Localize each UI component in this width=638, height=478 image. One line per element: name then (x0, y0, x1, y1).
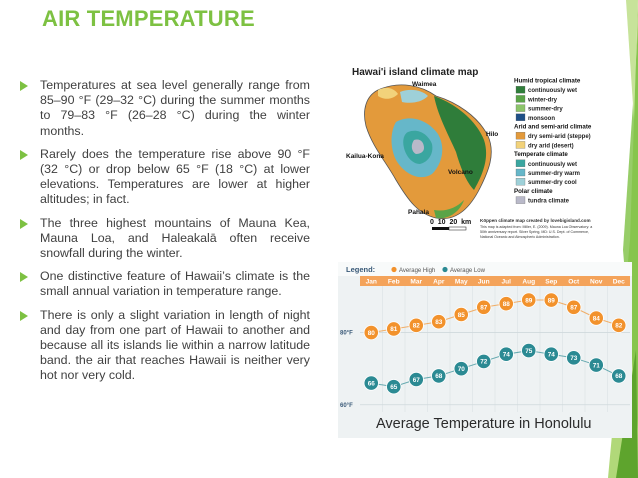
slide-title: AIR TEMPERATURE (42, 6, 255, 31)
bullet-arrow-icon (20, 272, 28, 282)
map-legend-label: winter-dry (528, 97, 558, 104)
data-label: 85 (457, 311, 465, 319)
map-legend-header: Humid tropical climate (514, 77, 581, 85)
data-label: 74 (502, 351, 510, 359)
bullet-arrow-icon (20, 150, 28, 160)
map-legend-swatch (516, 141, 525, 148)
y-tick-label: 60°F (340, 402, 353, 409)
data-label: 83 (435, 319, 443, 327)
data-label: 74 (547, 351, 555, 359)
legend-low-swatch (442, 267, 447, 272)
honolulu-temperature-chart (338, 262, 632, 438)
map-legend-label: monsoon (528, 115, 555, 122)
legend-low-label: Average Low (450, 268, 485, 274)
map-legend-label: summer-dry warm (528, 171, 581, 177)
data-label: 81 (390, 326, 398, 334)
map-place-label: Kailua-Kona (346, 153, 384, 160)
x-tick-label: Nov (590, 278, 603, 286)
bullet-arrow-icon (20, 81, 28, 91)
bullet-item (18, 269, 310, 299)
map-credit-line: This map is adapted from: Miller, E. (2009). Mauna Loa Observatory: a (480, 225, 593, 229)
x-tick-label: May (454, 278, 468, 286)
x-tick-label: Jan (365, 278, 377, 286)
map-legend-header: Polar climate (514, 187, 553, 195)
bullet-item (18, 216, 310, 262)
map-legend-swatch (516, 86, 525, 93)
bullet-text: The three highest mountains of Mauna Kea, Mauna Loa, and Haleakalā often receive snowfall during the winter. (40, 215, 310, 261)
map-legend-swatch (516, 178, 525, 185)
chart-title: Average Temperature in Honolulu (376, 416, 592, 432)
data-label: 68 (435, 373, 443, 381)
map-legend-header: Temperate climate (514, 151, 568, 159)
x-tick-label: Apr (433, 278, 445, 286)
map-legend-swatch (516, 160, 525, 167)
map-legend-swatch (516, 95, 525, 102)
legend-high-swatch (391, 267, 396, 272)
x-tick-label: Jul (501, 278, 512, 286)
bullet-text: Rarely does the temperature rise above 90 °F (32 °C) or drop below 65 °F (18 °C) at lower elevations. Temperatures are lower at higher altitudes; in fact. (40, 146, 310, 207)
x-tick-label: Jun (477, 278, 490, 286)
map-place-label: Waimea (412, 81, 437, 88)
map-legend-label: continuously wet (528, 161, 578, 168)
map-place-label: Pahala (408, 209, 429, 216)
map-legend-label: dry arid (desert) (528, 143, 574, 150)
data-label: 82 (615, 322, 623, 330)
data-label: 80 (367, 329, 375, 337)
x-tick-label: Aug (522, 278, 536, 286)
data-label: 65 (390, 384, 398, 392)
map-legend-swatch (516, 197, 525, 204)
map-place-label: Volcano (448, 169, 473, 176)
legend-high-label: Average High (399, 268, 436, 274)
map-legend-swatch (516, 169, 525, 176)
map-credit-line: 50th anniversary report. Silver Spring, MD: U.S. Dept. of Commerce, (480, 230, 590, 234)
map-legend-label: tundra climate (528, 198, 570, 205)
data-label: 70 (457, 365, 465, 373)
bullet-text: One distinctive feature of Hawaii’s climate is the small annual variation in temperature range. (40, 269, 310, 299)
bullet-text: Temperatures at sea level generally range from 85–90 °F (29–32 °C) during the summer months to 79–83 °F (26–28 °C) during the winter months. (40, 78, 310, 138)
map-legend-swatch (516, 132, 525, 139)
map-legend-swatch (516, 114, 525, 121)
map-scale-label: 0 10 20 km (430, 219, 472, 226)
bullet-item (18, 308, 310, 384)
data-label: 87 (480, 304, 488, 312)
data-label: 71 (592, 362, 600, 370)
data-label: 87 (570, 304, 578, 312)
data-label: 67 (412, 376, 420, 384)
bullet-text: There is only a slight variation in length of night and day from one part of Hawaii to another and because all its islands lie within a narrow latitude band. the air that reaches Hawaii is neither very hot nor very cold. (40, 307, 310, 383)
bullet-item (18, 147, 310, 208)
bullet-item (18, 78, 310, 139)
map-legend-swatch (516, 105, 525, 112)
data-label: 73 (570, 355, 578, 363)
map-credit-line: National Oceanic and Atmospheric Administration. (480, 235, 560, 239)
map-legend-label: continuously wet (528, 88, 578, 95)
data-label: 88 (502, 300, 510, 308)
data-label: 75 (525, 347, 533, 355)
x-tick-label: Dec (612, 278, 625, 286)
map-legend-header: Arid and semi-arid climate (514, 123, 592, 131)
y-tick-label: 80°F (340, 330, 353, 337)
map-legend-label: summer-dry (528, 106, 563, 113)
data-label: 66 (367, 380, 375, 388)
map-title: Hawai'i island climate map (352, 67, 479, 78)
bullet-arrow-icon (20, 219, 28, 229)
data-label: 72 (480, 358, 488, 366)
hawaii-climate-map (338, 62, 606, 250)
data-label: 89 (547, 297, 555, 305)
data-label: 84 (592, 315, 600, 323)
bullet-arrow-icon (20, 311, 28, 321)
map-legend-label: summer-dry cool (528, 180, 577, 187)
data-label: 89 (525, 297, 533, 305)
map-credit-line: Köppen climate map created by lovebigisland.com (480, 218, 591, 223)
data-label: 68 (615, 373, 623, 381)
map-place-label: Hilo (486, 131, 499, 138)
map-scale-bar (430, 219, 471, 230)
map-legend-label: dry semi-arid (steppe) (528, 134, 591, 141)
x-tick-label: Mar (410, 278, 423, 286)
x-tick-label: Oct (568, 278, 580, 286)
x-tick-label: Feb (387, 278, 400, 286)
data-label: 82 (412, 322, 420, 330)
x-tick-label: Sep (545, 278, 558, 286)
chart-legend-title: Legend: (346, 265, 376, 274)
bullet-list (18, 78, 310, 392)
